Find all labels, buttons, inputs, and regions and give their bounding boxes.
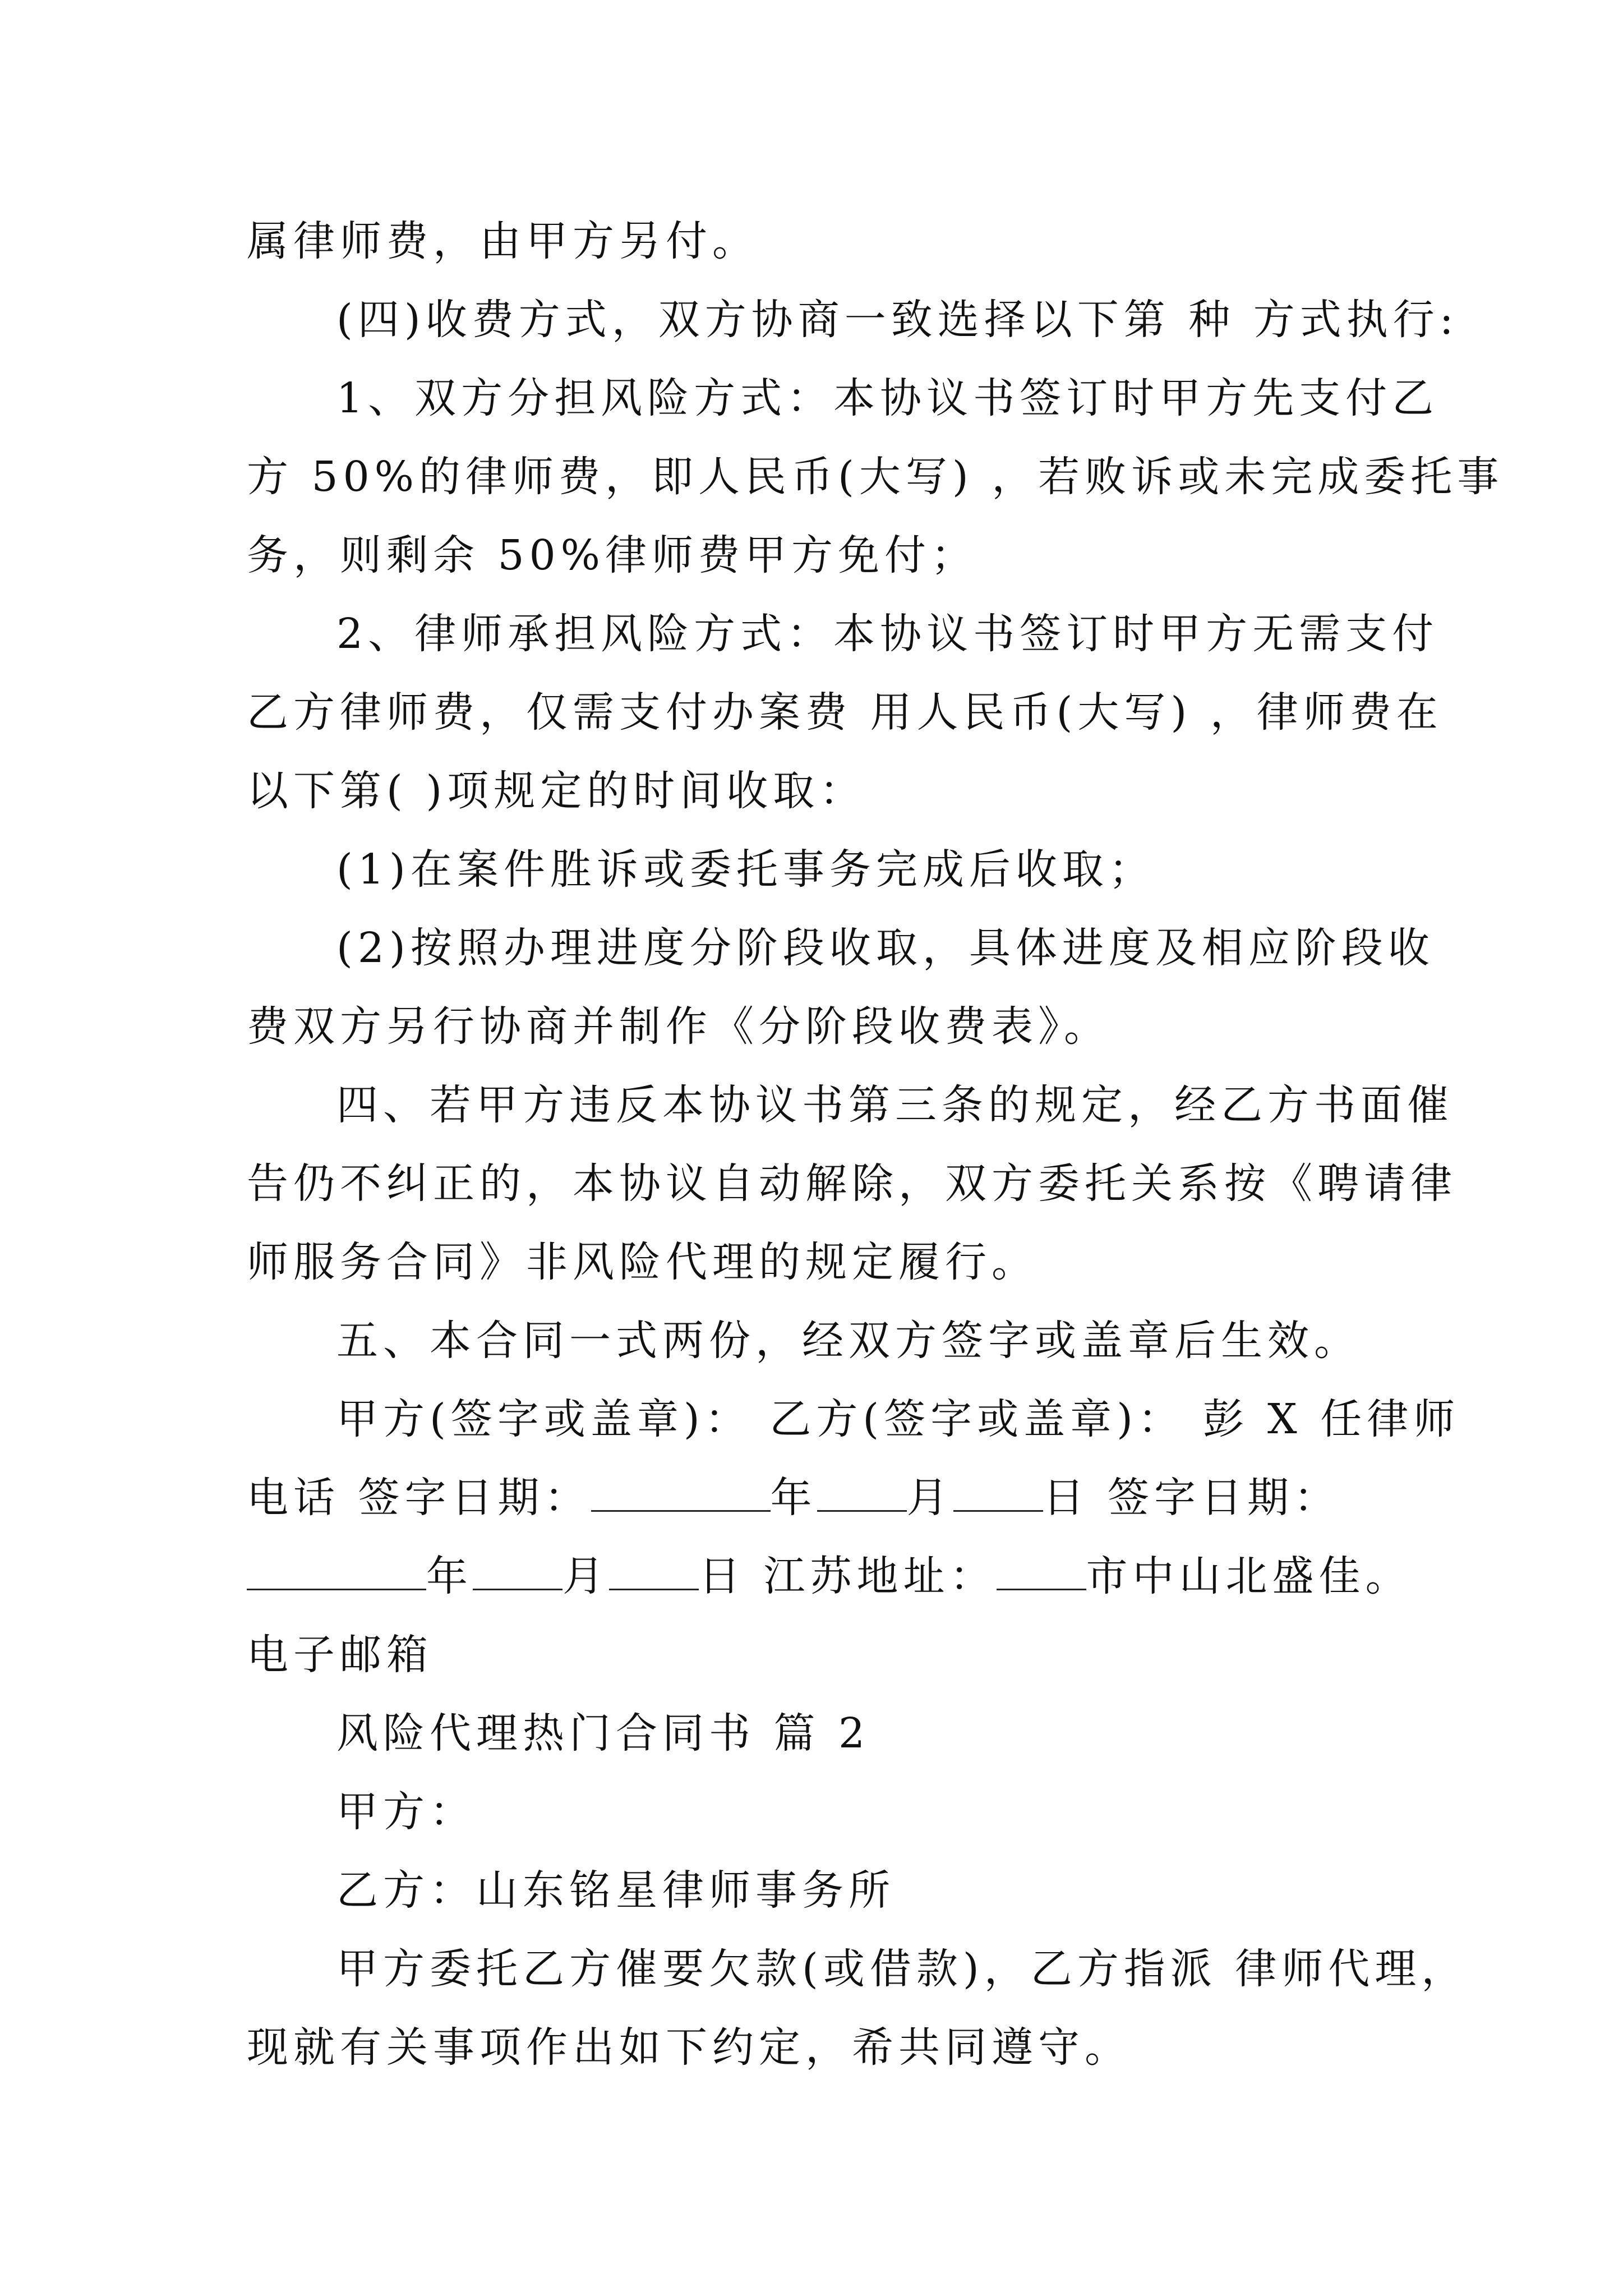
signature-parties-line: 甲方(签字或盖章)： 乙方(签字或盖章)： 彭 X 任律师 <box>336 1395 1460 1443</box>
paragraph-line: 2、律师承担风险方式：本协议书签订时甲方无需支付 <box>336 610 1439 658</box>
day-blank <box>609 1549 699 1590</box>
email-line: 电子邮箱 <box>247 1631 433 1679</box>
party-b-line: 乙方：山东铭星律师事务所 <box>336 1866 895 1915</box>
month-label: 月 <box>562 1552 609 1600</box>
paragraph-line: 1、双方分担风险方式：本协议书签订时甲方先支付乙 <box>336 374 1439 422</box>
paragraph-line: 甲方委托乙方催要欠款(或借款)，乙方指派 律师代理， <box>336 1945 1468 1993</box>
paragraph-line: 方 50%的律师费，即人民币(大写) ，若败诉或未完成委托事 <box>247 453 1504 501</box>
paragraph-line: 现就有关事项作出如下约定，希共同遵守。 <box>247 2023 1131 2072</box>
day-sign-date-label: 日 签字日期： <box>1043 1474 1341 1522</box>
day-address-label: 日 江苏地址： <box>699 1552 997 1600</box>
month-blank <box>817 1471 907 1512</box>
paragraph-line: (2)按照办理进度分阶段收取，具体进度及相应阶段收 <box>336 924 1435 972</box>
paragraph-line: (1)在案件胜诉或委托事务完成后收取； <box>336 845 1155 894</box>
paragraph-line: 师服务合同》非风险代理的规定履行。 <box>247 1238 1038 1286</box>
year-blank <box>591 1471 771 1512</box>
signature-date-line-1 <box>247 1470 1402 1531</box>
paragraph-line: 告仍不纠正的，本协议自动解除，双方委托关系按《聘请律 <box>247 1159 1457 1208</box>
year-label: 年 <box>426 1552 473 1600</box>
address-blank <box>997 1549 1086 1590</box>
month-label: 月 <box>906 1474 953 1522</box>
month-blank <box>473 1549 562 1590</box>
paragraph-line: 五、本合同一式两份，经双方签字或盖章后生效。 <box>336 1317 1361 1365</box>
paragraph-line: 费双方另行协商并制作《分阶段收费表》。 <box>247 1002 1110 1051</box>
paragraph-line: 四、若甲方违反本协议书第三条的规定，经乙方书面催 <box>336 1081 1454 1129</box>
paragraph-line: (四)收费方式，双方协商一致选择以下第 种 方式执行: <box>336 296 1459 344</box>
paragraph-line: 属律师费，由甲方另付。 <box>247 217 759 265</box>
signature-date-line-2 <box>247 1548 1412 1610</box>
paragraph-line: 务，则剩余 50%律师费甲方免付； <box>247 531 978 579</box>
party-a-line: 甲方： <box>336 1788 476 1836</box>
day-blank <box>953 1471 1043 1512</box>
paragraph-line: 乙方律师费，仅需支付办案费 用人民币(大写) ，律师费在 <box>247 688 1443 737</box>
paragraph-line: 以下第( )项规定的时间收取： <box>247 767 866 815</box>
phone-sign-date-label: 电话 签字日期： <box>247 1474 591 1522</box>
section-heading: 风险代理热门合同书 篇 2 <box>336 1709 870 1757</box>
year-label: 年 <box>770 1474 817 1522</box>
address-text: 市中山北盛佳。 <box>1086 1552 1412 1600</box>
year-blank <box>247 1549 426 1590</box>
